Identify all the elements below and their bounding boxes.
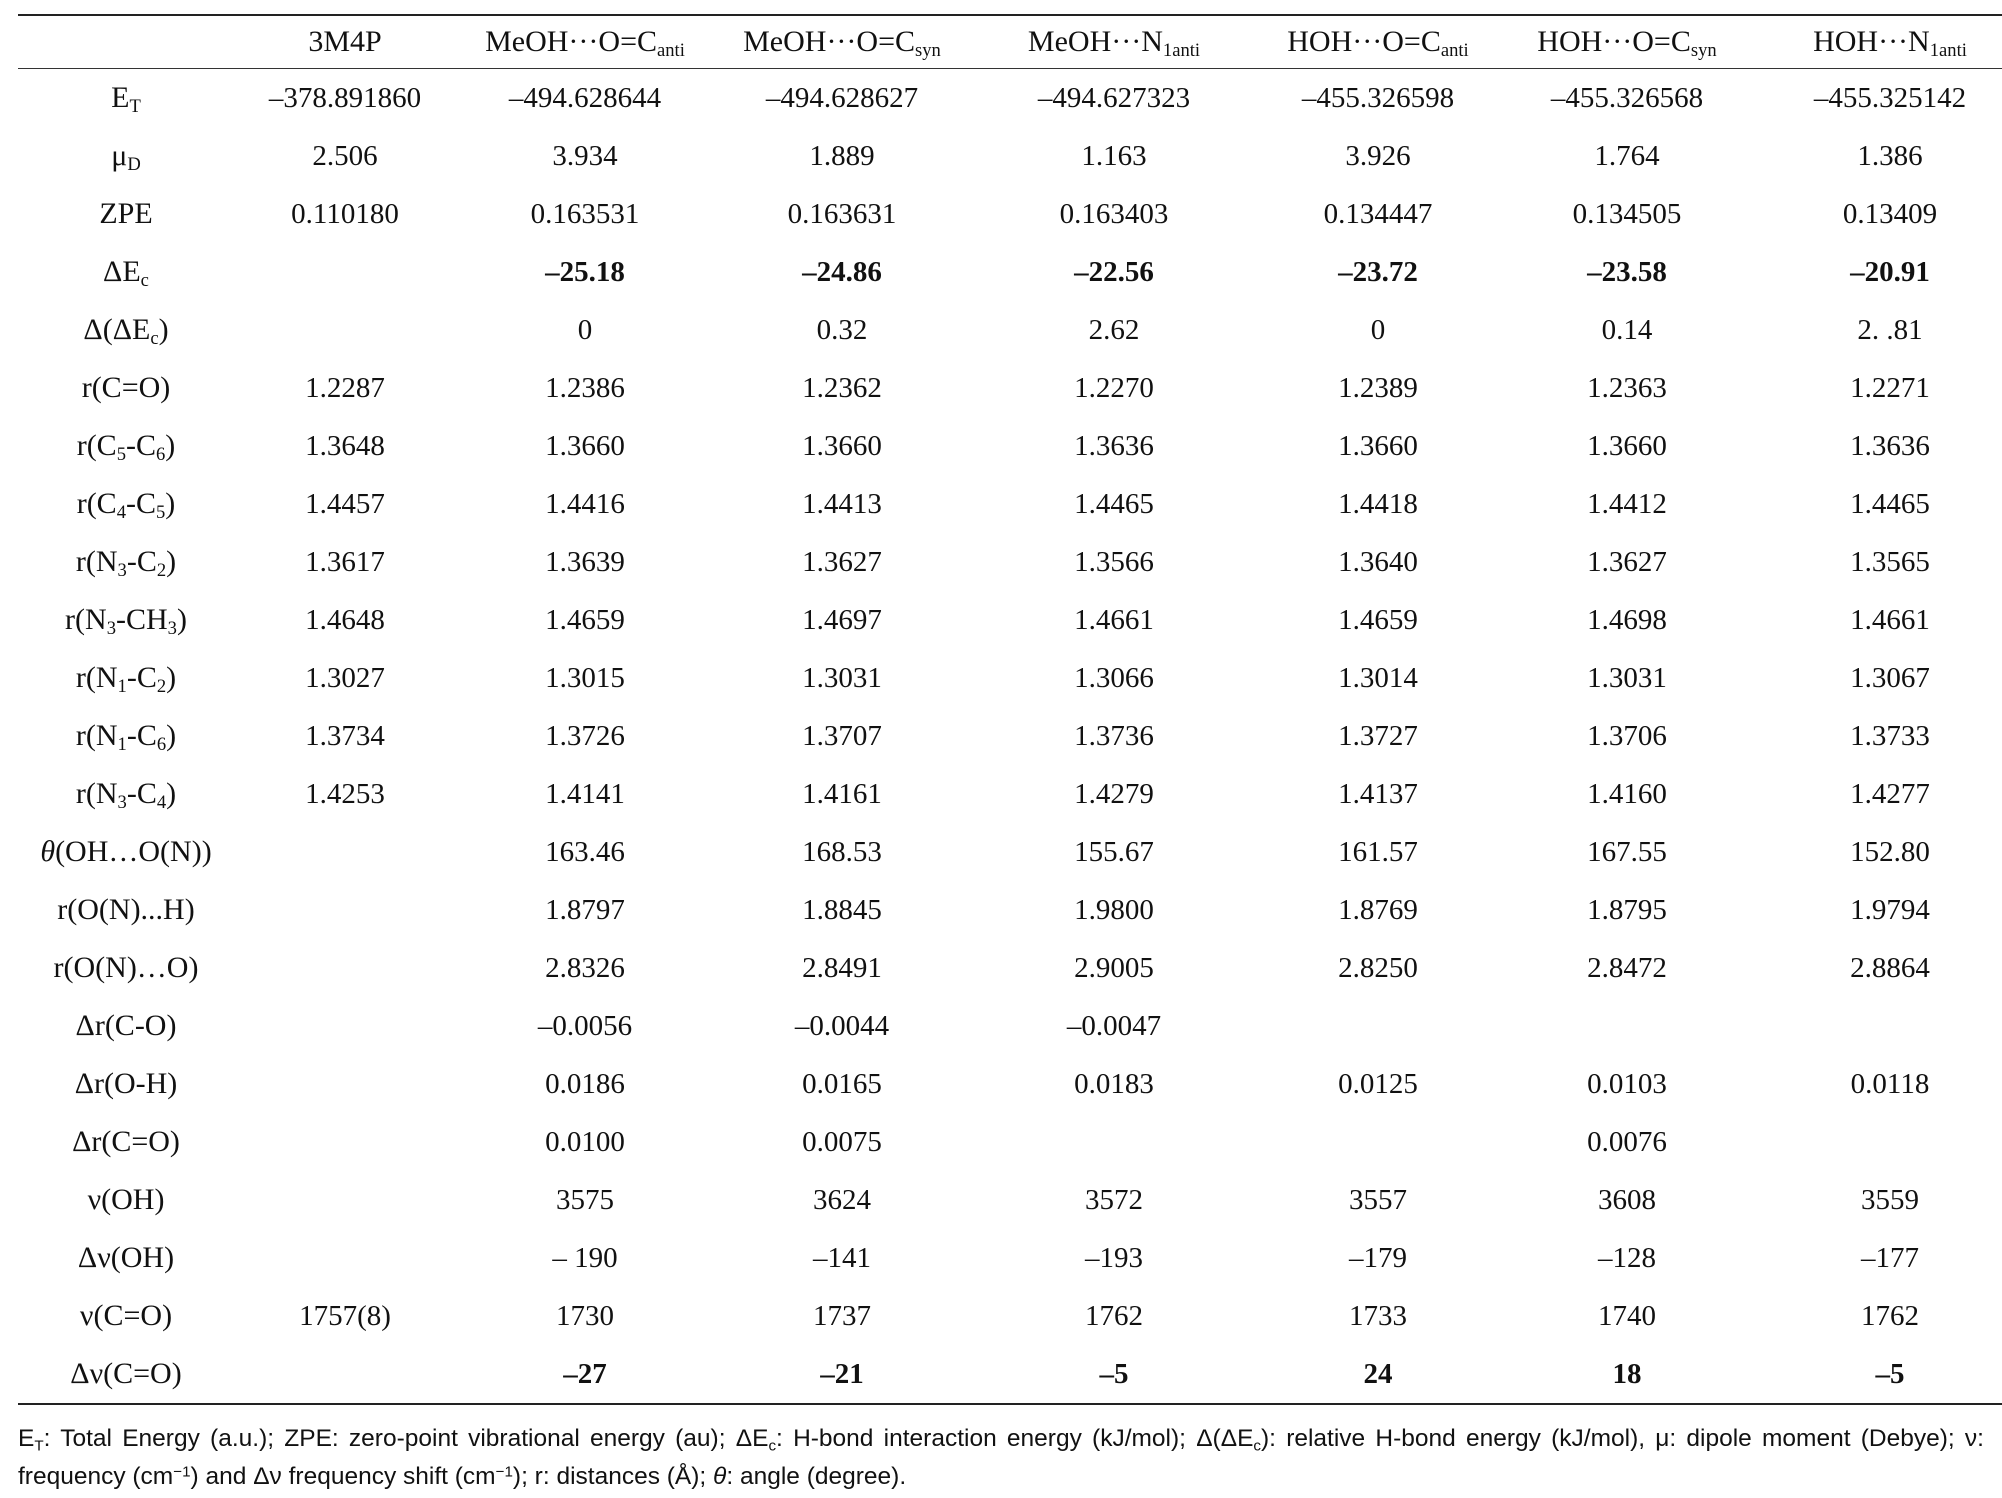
table-cell: 1.2270: [1074, 371, 1154, 404]
table-cell: 1.2389: [1338, 371, 1418, 404]
table-cell: [234, 301, 456, 359]
table-cell: 1.8769: [1338, 893, 1418, 926]
row-label: r(O(N)…O): [53, 951, 199, 984]
table-cell: 1762: [1861, 1299, 1919, 1332]
table-cell: 0.0118: [1850, 1067, 1930, 1100]
table-cell: [234, 1171, 456, 1229]
table-cell: –494.627323: [1037, 81, 1191, 114]
table-cell: 0.13409: [1842, 197, 1938, 230]
table-cell: 1.3660: [1338, 429, 1418, 462]
table-cell: 1.4279: [1074, 777, 1154, 810]
table-cell: 2.8472: [1587, 951, 1667, 984]
table-cell: 1.3566: [1074, 545, 1154, 578]
table-row: [18, 301, 2002, 359]
table-cell: –0.0047: [1066, 1009, 1162, 1042]
table-cell: 3557: [1349, 1183, 1407, 1216]
table-cell: 1.4253: [305, 777, 385, 810]
row-label: $r(C_5-C_6)$: [76, 429, 176, 466]
table-cell: 1.3066: [1074, 661, 1154, 694]
table-row: [18, 765, 2002, 823]
table-cell: 2.8864: [1850, 951, 1930, 984]
row-label: $r(N_1-C_6)$: [75, 719, 177, 756]
table-cell: 1733: [1349, 1299, 1407, 1332]
row-label: $\Delta(\Delta E_c)$: [83, 313, 169, 350]
table-cell: 0.0075: [802, 1125, 882, 1158]
table-cell: 1.3706: [1587, 719, 1667, 752]
table-cell: 1.3660: [802, 429, 882, 462]
table-cell: 18: [1612, 1357, 1642, 1390]
table-cell: [234, 243, 456, 301]
table-cell: 163.46: [545, 835, 625, 868]
table-cell: [1258, 997, 1498, 1055]
table-cell: 0.110180: [291, 197, 399, 230]
table-cell: 1.2271: [1850, 371, 1930, 404]
row-label: $r(N_1-C_2)$: [75, 661, 177, 698]
table-cell: 1.4418: [1338, 487, 1418, 520]
table-cell: [234, 1055, 456, 1113]
table-cell: 2.9005: [1074, 951, 1154, 984]
table-cell: 1.9794: [1850, 893, 1930, 926]
table-cell: 0: [577, 313, 593, 346]
table-cell: –494.628627: [765, 81, 919, 114]
table-row: [18, 1171, 2002, 1229]
table-cell: –455.325142: [1813, 81, 1967, 114]
row-label: θ(OH…O(N)): [40, 835, 212, 868]
table-cell: 155.67: [1074, 835, 1154, 868]
table-cell: 1.3733: [1850, 719, 1930, 752]
table-cell: 2.506: [312, 139, 378, 172]
table-cell: –177: [1861, 1241, 1919, 1274]
row-label: $\mu_D$: [111, 139, 141, 176]
row-label: $E_T$: [111, 81, 141, 118]
table-cell: 3.926: [1345, 139, 1411, 172]
table-row: [18, 243, 2002, 301]
table-header: [18, 15, 2002, 69]
table-cell: 0.0100: [545, 1125, 625, 1158]
table-cell: 3575: [556, 1183, 614, 1216]
table-cell: –5: [1099, 1357, 1129, 1390]
row-label: Δr(C-O): [75, 1009, 177, 1042]
table-cell: 1.3627: [802, 545, 882, 578]
row-label: $r(C_4-C_5)$: [76, 487, 176, 524]
table-cell: 1.4416: [545, 487, 625, 520]
table-cell: 1757(8): [299, 1299, 391, 1332]
table-cell: 1.4141: [545, 777, 625, 810]
table-cell: 1.4412: [1587, 487, 1667, 520]
table-cell: 1.3014: [1338, 661, 1418, 694]
table-cell: [234, 881, 456, 939]
table-cell: 0.0165: [802, 1067, 882, 1100]
table-cell: 1762: [1085, 1299, 1143, 1332]
row-label: Δr(C=O): [72, 1125, 180, 1158]
table-row: [18, 997, 2002, 1055]
row-label: Δν(OH): [77, 1241, 175, 1274]
table-cell: [234, 997, 456, 1055]
table-cell: 1.3734: [305, 719, 385, 752]
table-cell: 1.3660: [1587, 429, 1667, 462]
table-cell: [1498, 997, 1756, 1055]
table-cell: 1.4659: [1338, 603, 1418, 636]
table-cell: –378.891860: [268, 81, 422, 114]
table-cell: 1.4648: [305, 603, 385, 636]
table-body: [18, 69, 2002, 1405]
data-table: [18, 14, 2002, 1405]
table-cell: 2. .81: [1857, 313, 1923, 346]
column-header: $HOH\cdot\cdot\cdot O=C_{anti}$: [1287, 25, 1469, 62]
table-cell: –455.326568: [1550, 81, 1704, 114]
table-row: [18, 591, 2002, 649]
table-row: [18, 417, 2002, 475]
table-cell: 1.4161: [802, 777, 882, 810]
table-cell: 152.80: [1850, 835, 1930, 868]
table-cell: –5: [1875, 1357, 1905, 1390]
row-label: $r(N_3-C_2)$: [75, 545, 177, 582]
data-table-container: [18, 14, 1984, 1405]
row-label: Δν(C=O): [70, 1357, 182, 1390]
table-cell: 1.3639: [545, 545, 625, 578]
table-cell: 1.3027: [305, 661, 385, 694]
table-row: [18, 1055, 2002, 1113]
table-cell: 1.3727: [1338, 719, 1418, 752]
table-cell: [234, 1229, 456, 1287]
column-header: $MeOH\cdot\cdot\cdot N_{1anti}$: [1027, 25, 1201, 62]
table-cell: 1.889: [809, 139, 875, 172]
table-cell: 0.163631: [787, 197, 897, 230]
row-label: $r(N_3-C_4)$: [75, 777, 177, 814]
table-cell: 1.9800: [1074, 893, 1154, 926]
table-cell: 1.3565: [1850, 545, 1930, 578]
table-cell: –128: [1598, 1241, 1656, 1274]
table-cell: 1.3736: [1074, 719, 1154, 752]
table-cell: –24.86: [802, 255, 882, 288]
table-cell: 1.3726: [545, 719, 625, 752]
row-label: r(C=O): [81, 371, 171, 404]
table-footnote: $E_T$: Total Energy (a.u.); ZPE: zero-point vibrational energy (au); $\Delta E_c$: H-bond interaction energy (kJ/mol); $\Delta(\Delta E_c)$: relative H-bond energy (kJ/mol), μ: dipole moment (Debye); ν: frequency $(cm^{-1})$ and Δν frequency shift $(cm^{-1})$; r: distances (Å); θ: angle (degree).: [18, 1425, 1984, 1490]
table-cell: 0.0125: [1338, 1067, 1418, 1100]
column-header: $MeOH\cdot\cdot\cdot O=C_{syn}$: [743, 25, 941, 62]
table-cell: –23.58: [1587, 255, 1667, 288]
table-cell: 0.32: [816, 313, 868, 346]
table-cell: 2.8250: [1338, 951, 1418, 984]
table-cell: –179: [1349, 1241, 1407, 1274]
table-cell: 1.4413: [802, 487, 882, 520]
table-row: [18, 707, 2002, 765]
table-cell: 1.4698: [1587, 603, 1667, 636]
column-header: 3M4P: [308, 25, 382, 58]
table-cell: 0.0183: [1074, 1067, 1154, 1100]
row-label: $\Delta E_c$: [103, 255, 149, 292]
table-cell: 3572: [1085, 1183, 1143, 1216]
table-cell: 0.134447: [1323, 197, 1433, 230]
table-cell: 1.4659: [545, 603, 625, 636]
table-row: [18, 127, 2002, 185]
row-label: ν(OH): [87, 1183, 165, 1216]
table-cell: 167.55: [1587, 835, 1667, 868]
table-cell: 1.163: [1081, 139, 1147, 172]
table-cell: –0.0044: [794, 1009, 890, 1042]
header-row: [18, 15, 2002, 69]
table-cell: –141: [813, 1241, 871, 1274]
table-cell: 0.0186: [545, 1067, 625, 1100]
table-cell: 3608: [1598, 1183, 1656, 1216]
table-cell: 1.3648: [305, 429, 385, 462]
table-cell: 1.4160: [1587, 777, 1667, 810]
row-label: ν(C=O): [79, 1299, 173, 1332]
table-cell: 0.14: [1601, 313, 1653, 346]
table-row: [18, 823, 2002, 881]
table-cell: 1740: [1598, 1299, 1656, 1332]
table-row: [18, 939, 2002, 997]
row-label: r(O(N)...H): [57, 893, 195, 926]
table-cell: 1.764: [1594, 139, 1660, 172]
table-row: [18, 533, 2002, 591]
table-cell: –21: [820, 1357, 864, 1390]
table-cell: –20.91: [1850, 255, 1930, 288]
table-cell: 1.4137: [1338, 777, 1418, 810]
table-cell: 3559: [1861, 1183, 1919, 1216]
table-cell: –0.0056: [537, 1009, 633, 1042]
table-row: [18, 475, 2002, 533]
table-cell: 1.4661: [1074, 603, 1154, 636]
table-cell: –25.18: [545, 255, 625, 288]
table-cell: 1.3031: [802, 661, 882, 694]
table-cell: 0.163531: [530, 197, 640, 230]
table-cell: 1.4697: [802, 603, 882, 636]
table-cell: 2.8491: [802, 951, 882, 984]
table-row: [18, 1229, 2002, 1287]
table-cell: 168.53: [802, 835, 882, 868]
table-cell: –193: [1085, 1241, 1143, 1274]
table-cell: [234, 939, 456, 997]
table-row: [18, 69, 2002, 128]
table-cell: 1.3031: [1587, 661, 1667, 694]
table-cell: 2.8326: [545, 951, 625, 984]
table-cell: 1.4277: [1850, 777, 1930, 810]
table-row: [18, 185, 2002, 243]
table-cell: 1.4465: [1074, 487, 1154, 520]
table-cell: –494.628644: [508, 81, 662, 114]
table-cell: 1737: [813, 1299, 871, 1332]
table-row: [18, 1113, 2002, 1171]
table-cell: 3.934: [552, 139, 618, 172]
table-cell: 1.2287: [305, 371, 385, 404]
table-cell: 1.8795: [1587, 893, 1667, 926]
table-row: [18, 1287, 2002, 1345]
table-cell: 1.3617: [305, 545, 385, 578]
table-cell: 0.134505: [1572, 197, 1682, 230]
table-cell: 1.2386: [545, 371, 625, 404]
table-cell: 1.2363: [1587, 371, 1667, 404]
table-cell: [234, 1113, 456, 1171]
table-cell: 1730: [556, 1299, 614, 1332]
table-cell: 0.0103: [1587, 1067, 1667, 1100]
table-row: [18, 1345, 2002, 1404]
table-cell: 161.57: [1338, 835, 1418, 868]
column-header: $HOH\cdot\cdot\cdot N_{1anti}$: [1813, 25, 1967, 62]
table-row: [18, 881, 2002, 939]
table-cell: –22.56: [1074, 255, 1154, 288]
table-cell: 1.3015: [545, 661, 625, 694]
table-cell: 1.386: [1857, 139, 1923, 172]
table-cell: 1.4457: [305, 487, 385, 520]
table-cell: 2.62: [1088, 313, 1140, 346]
table-cell: 1.3627: [1587, 545, 1667, 578]
table-cell: [234, 823, 456, 881]
table-cell: [1756, 997, 2002, 1055]
table-cell: 1.4465: [1850, 487, 1930, 520]
table-cell: –27: [563, 1357, 607, 1390]
table-cell: 1.3640: [1338, 545, 1418, 578]
column-header: $HOH\cdot\cdot\cdot O=C_{syn}$: [1537, 25, 1717, 62]
table-cell: 1.3636: [1850, 429, 1930, 462]
table-cell: [1258, 1113, 1498, 1171]
table-cell: 1.8797: [545, 893, 625, 926]
table-row: [18, 649, 2002, 707]
table-cell: 1.8845: [802, 893, 882, 926]
table-cell: 1.3660: [545, 429, 625, 462]
table-cell: 0.0076: [1587, 1125, 1667, 1158]
row-label: ZPE: [99, 197, 153, 230]
table-cell: [234, 1345, 456, 1404]
table-cell: 1.3067: [1850, 661, 1930, 694]
table-cell: 1.3636: [1074, 429, 1154, 462]
table-cell: 0: [1370, 313, 1386, 346]
table-cell: [1756, 1113, 2002, 1171]
table-cell: 1.4661: [1850, 603, 1930, 636]
column-header: $MeOH\cdot\cdot\cdot O=C_{anti}$: [485, 25, 685, 62]
table-cell: 1.3707: [802, 719, 882, 752]
row-label: Δr(O-H): [74, 1067, 178, 1100]
row-label: $r(N_3-CH_3)$: [65, 603, 187, 640]
header-cell-empty: [18, 15, 234, 69]
table-row: [18, 359, 2002, 417]
table-cell: – 190: [552, 1241, 618, 1274]
table-cell: –23.72: [1338, 255, 1418, 288]
table-cell: 3624: [813, 1183, 871, 1216]
table-cell: [970, 1113, 1258, 1171]
table-cell: –455.326598: [1301, 81, 1455, 114]
table-cell: 0.163403: [1059, 197, 1169, 230]
table-cell: 1.2362: [802, 371, 882, 404]
table-cell: 24: [1363, 1357, 1393, 1390]
